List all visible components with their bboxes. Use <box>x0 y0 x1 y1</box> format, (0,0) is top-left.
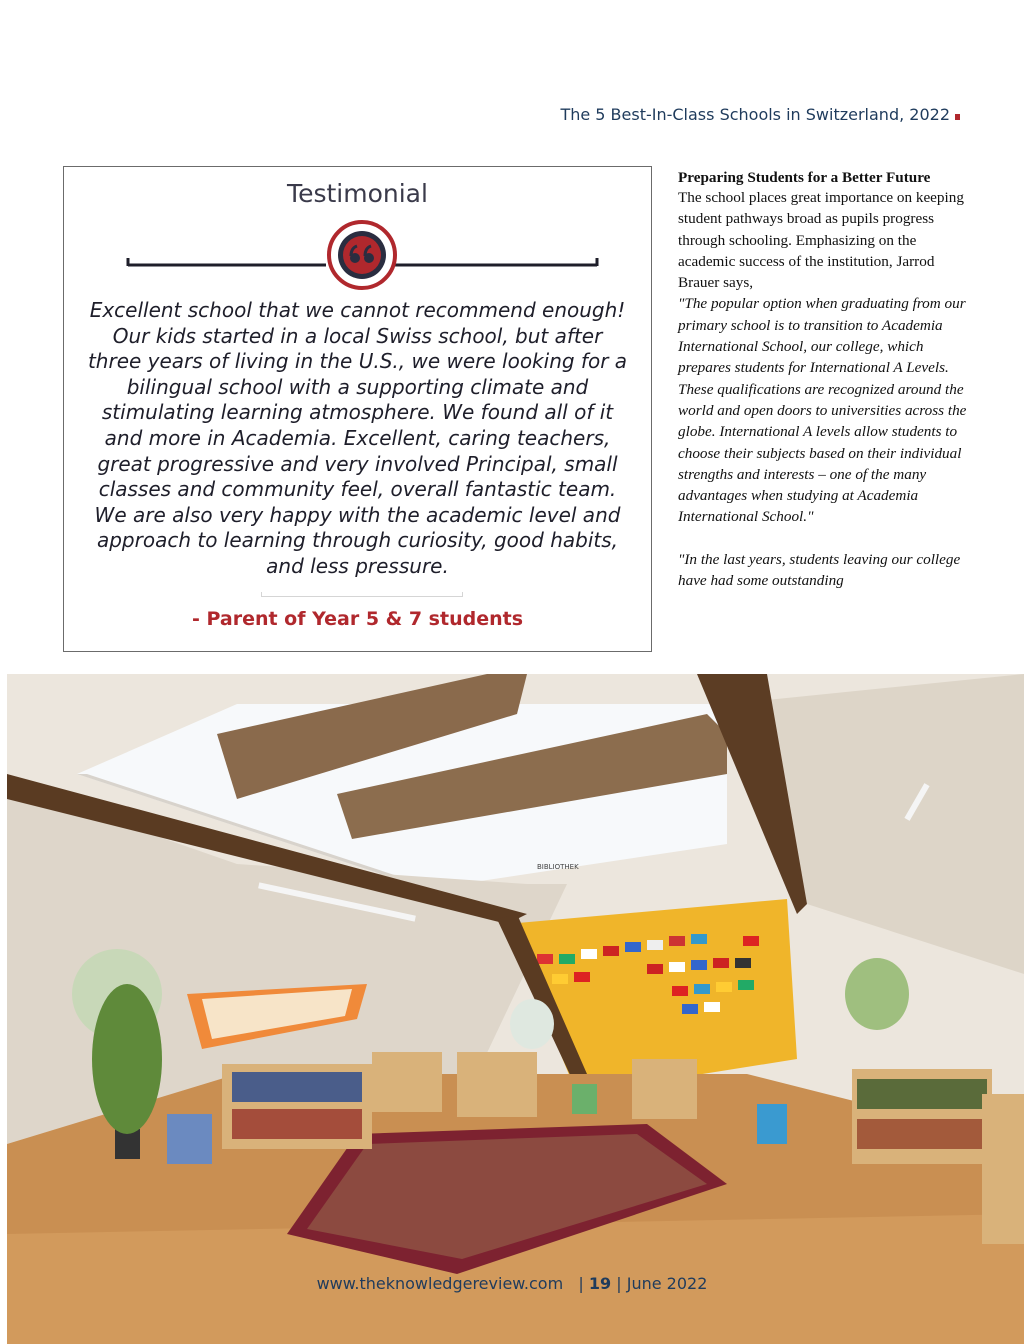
library-illustration <box>7 674 1024 1344</box>
footer-separator: | <box>568 1274 589 1293</box>
footer-date: June 2022 <box>626 1274 708 1293</box>
footer-website: www.theknowledgereview.com <box>316 1274 564 1293</box>
quote-underline <box>261 592 463 597</box>
article-quote-continued: "In the last years, students leaving our college have had some outstanding <box>678 550 961 590</box>
page-number: 19 <box>588 1274 612 1293</box>
article-quote: "The popular option when graduating from our primary school is to transition to Academia International School, our college, which prepares students for International A Levels. These qualifications are recognized around the world and open doors to universities across the globe. International A levels allow students to choose their subjects based on their individual strengths and interests – one of the many advantages when studying at Academia International School." <box>678 295 967 526</box>
testimonial-quote: Excellent school that we cannot recommend enough! Our kids started in a local Swiss school, but after three years of living in the U.S., we were looking for a bilingual school with a supporting climate and stimulating learning atmosphere. We found all of it and more in Academia. Excellent, caring teachers, great progressive and very involved Principal, small classes and community feel, overall fantastic team. We are also very happy with the academic level and approach to learning through curiosity, good habits, and less pressure. <box>87 298 628 578</box>
header-title: The 5 Best-In-Class Schools in Switzerland, 2022 <box>560 105 950 124</box>
page-footer <box>0 1274 1024 1293</box>
article-heading: Preparing Students for a Better Future <box>678 169 931 186</box>
quote-icon <box>329 222 395 288</box>
running-header <box>560 105 960 124</box>
testimonial-title: Testimonial <box>287 179 428 208</box>
article-paragraph: The school places great importance on keeping student pathways broad as pupils progress through schooling. Emphasizing on the academic success of the institution, Jarrod Brauer says, <box>678 189 964 292</box>
testimonial-attribution: - Parent of Year 5 & 7 students <box>191 608 524 630</box>
footer-separator: | <box>611 1274 627 1293</box>
bibliothek-sign: BIBLIOTHEK <box>537 863 579 871</box>
quote-divider <box>64 220 653 300</box>
header-marker <box>955 114 960 120</box>
testimonial-box <box>63 166 652 652</box>
library-photo <box>7 674 1024 1344</box>
article-column <box>678 168 968 591</box>
